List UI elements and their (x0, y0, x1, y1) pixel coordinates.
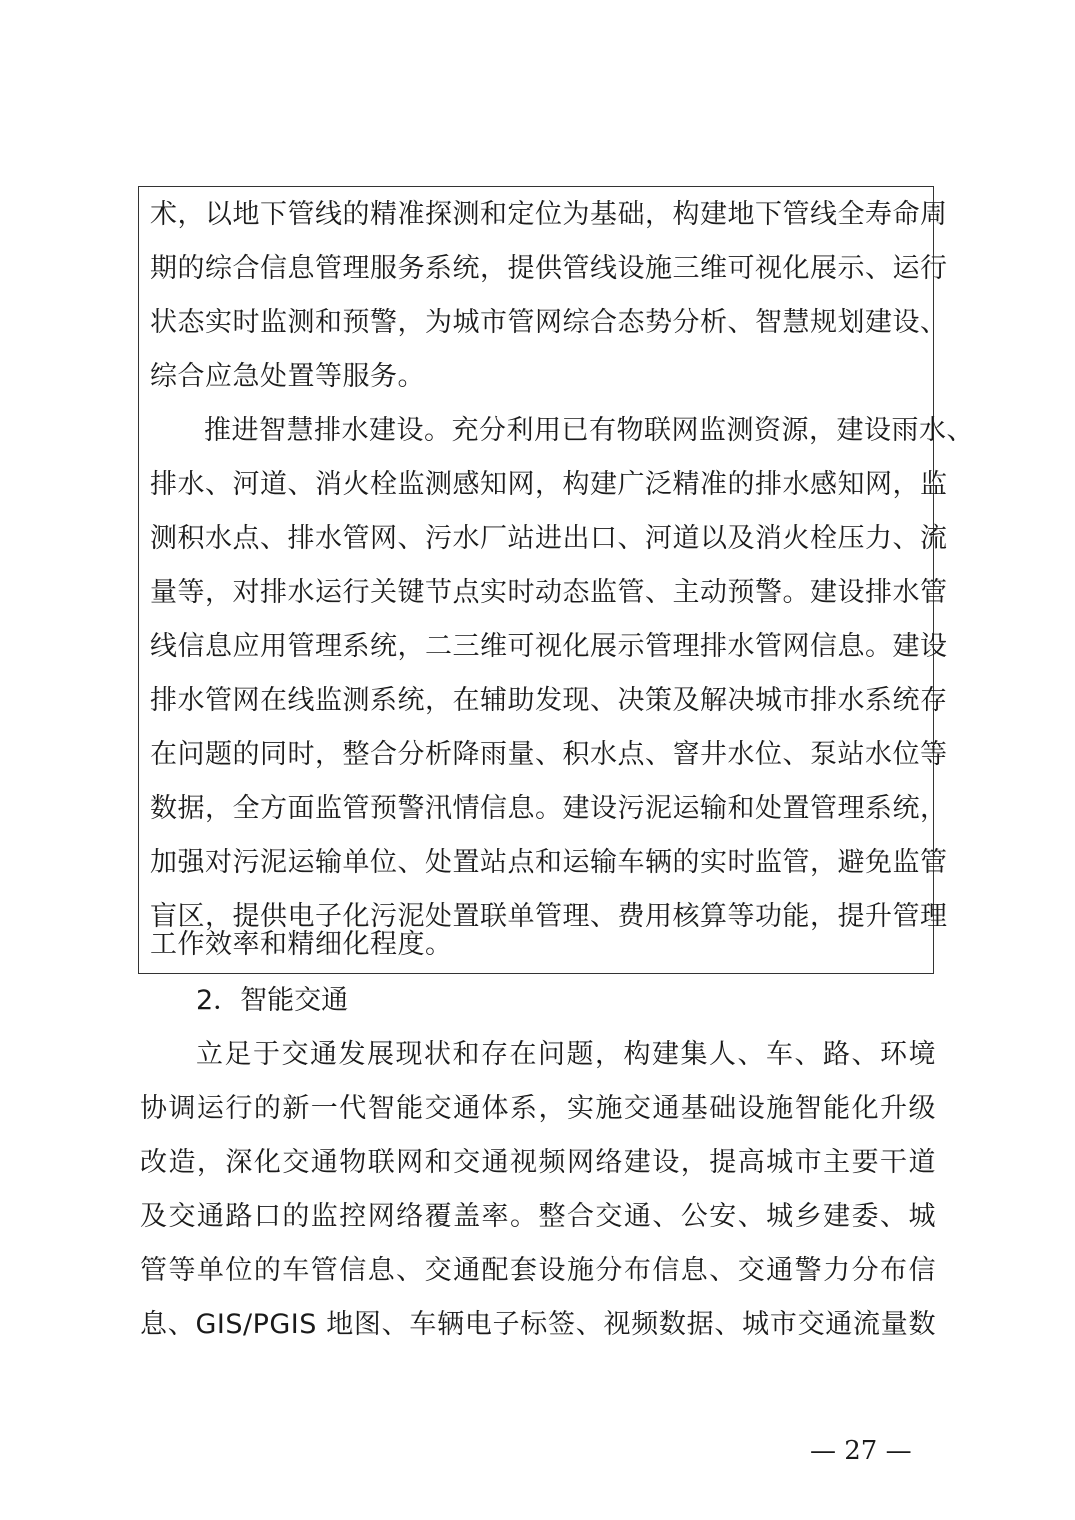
box-para2-line: 盲区，提供电子化污泥处置联单管理、费用核算等功能，提升管理 (150, 901, 948, 932)
box-para1-line: 综合应急处置等服务。 (150, 361, 425, 392)
box-para2-line: 工作效率和精细化程度。 (150, 929, 453, 960)
box-para2-line: 测积水点、排水管网、污水厂站进出口、河道以及消火栓压力、流 (150, 523, 948, 554)
box-para2-line: 数据，全方面监管预警汛情信息。建设污泥运输和处置管理系统， (150, 793, 948, 824)
box-para2-line: 排水管网在线监测系统，在辅助发现、决策及解决城市排水系统存 (150, 685, 948, 716)
section-body-line: 管等单位的车管信息、交通配套设施分布信息、交通警力分布信 (140, 1255, 936, 1286)
box-para2-line: 排水、河道、消火栓监测感知网，构建广泛精准的排水感知网，监 (150, 469, 948, 500)
box-para2-line: 量等，对排水运行关键节点实时动态监管、主动预警。建设排水管 (150, 577, 948, 608)
section-body-line: 及交通路口的监控网络覆盖率。整合交通、公安、城乡建委、城 (140, 1201, 936, 1232)
box-para1-line: 术，以地下管线的精准探测和定位为基础，构建地下管线全寿命周 (150, 199, 948, 230)
box-para2-line: 推进智慧排水建设。充分利用已有物联网监测资源，建设雨水、 (204, 415, 974, 446)
box-para1-line: 期的综合信息管理服务系统，提供管线设施三维可视化展示、运行 (150, 253, 948, 284)
section-body-line: 改造，深化交通物联网和交通视频网络建设，提高城市主要干道 (140, 1147, 936, 1178)
section-body-line: 立足于交通发展现状和存在问题，构建集人、车、路、环境 (196, 1039, 936, 1070)
box-para2-line: 加强对污泥运输单位、处置站点和运输车辆的实时监管，避免监管 (150, 847, 948, 878)
section-body-line: 息、GIS/PGIS 地图、车辆电子标签、视频数据、城市交通流量数 (140, 1309, 936, 1340)
box-para1-line: 状态实时监测和预警，为城市管网综合态势分析、智慧规划建设、 (150, 307, 948, 338)
page-number: — 27 — (810, 1436, 912, 1466)
box-para2-line: 线信息应用管理系统，二三维可视化展示管理排水管网信息。建设 (150, 631, 948, 662)
section-body-line: 协调运行的新一代智能交通体系，实施交通基础设施智能化升级 (140, 1093, 936, 1124)
section-heading: 2．智能交通 (196, 985, 349, 1016)
box-para2-line: 在问题的同时，整合分析降雨量、积水点、窨井水位、泵站水位等 (150, 739, 948, 770)
